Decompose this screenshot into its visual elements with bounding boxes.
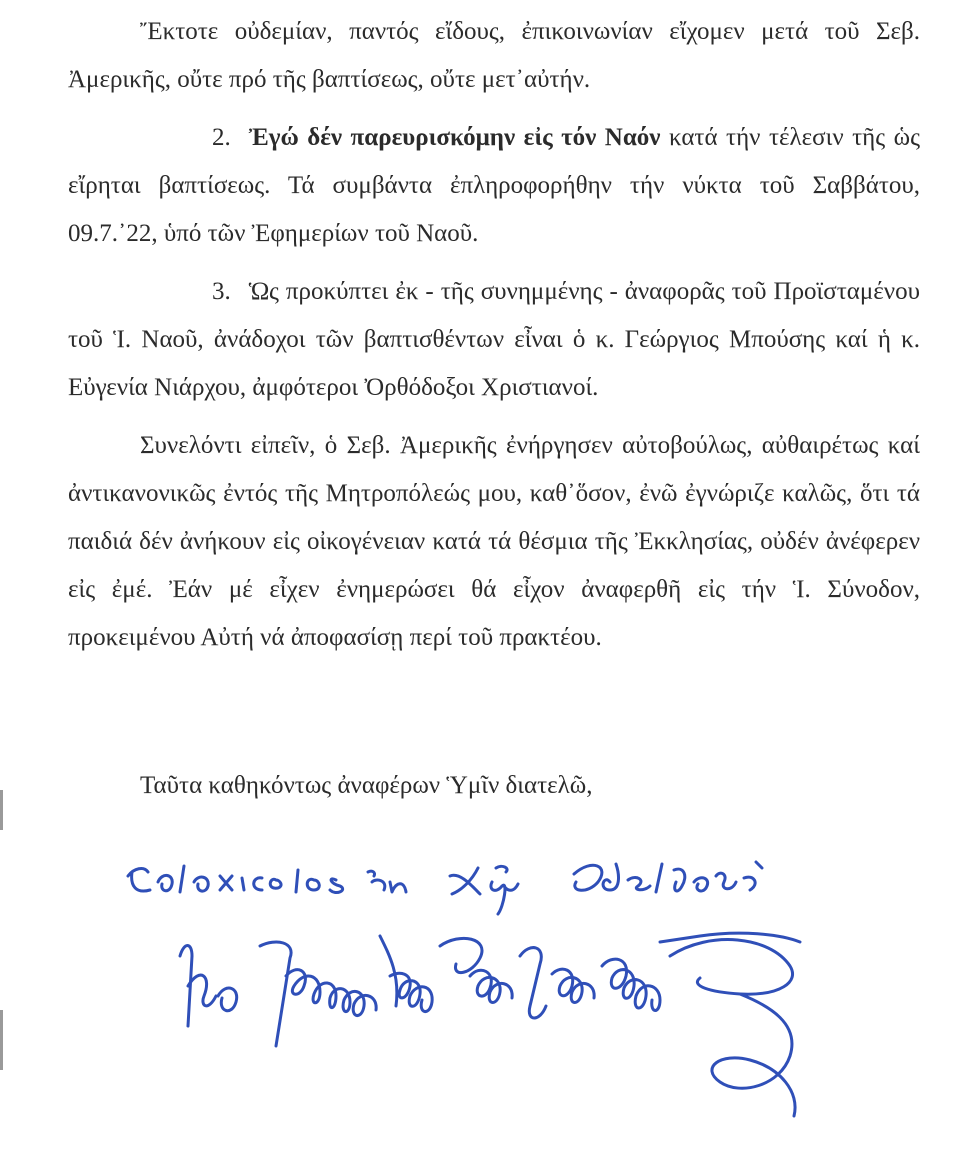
paragraph-3-number: 3. bbox=[212, 278, 231, 305]
paragraph-3-text: Ὡς προκύπτει ἐκ - τῆς συνημμένης - ἀναφορᾶς τοῦ Προϊσταμένου τοῦ Ἱ. Ναοῦ, ἀνάδοχοι τῶν βαπτισθέντων εἶναι ὁ κ. Γεώργιος Μπούσης καί ἡ κ. Εὐγενία Νιάρχου, ἀμφότεροι Ὀρθόδοξοι Χριστιανοί. bbox=[68, 278, 920, 401]
handwritten-signature bbox=[100, 846, 860, 1146]
paragraph-1 bbox=[68, 8, 920, 104]
paragraph-3 bbox=[68, 268, 920, 412]
letter-body bbox=[68, 8, 920, 672]
paragraph-4-text: Συνελόντι εἰπεῖν, ὁ Σεβ. Ἀμερικῆς ἐνήργησεν αὐτοβούλως, αὐθαιρέτως καί ἀντικανονικῶς ἐντός τῆς Μητροπόλεώς μου, καθ᾽ὅσον, ἐνῶ ἐγνώριζε καλῶς, ὅτι τά παιδιά δέν ἀνήκουν εἰς οἰκογένειαν κατά τά θέσμια τῆς Ἐκκλησίας, οὐδέν ἀνέφερεν εἰς ἐμέ. Ἐάν μέ εἶχεν ἐνημερώσει θά εἶχον ἀναφερθῆ εἰς τήν Ἱ. Σύνοδον, προκειμένου Αὐτή νά ἀποφασίσῃ περί τοῦ πρακτέου. bbox=[68, 432, 920, 651]
paragraph-2-bold-text: Ἐγώ δέν παρευρισκόμην εἰς τόν Ναόν bbox=[248, 124, 661, 151]
paragraph-2-number: 2. bbox=[212, 124, 231, 151]
paragraph-4 bbox=[68, 422, 920, 662]
paragraph-1-text: Ἔκτοτε οὐδεμίαν, παντός εἴδους, ἐπικοινωνίαν εἴχομεν μετά τοῦ Σεβ. Ἀμερικῆς, οὔτε πρό τῆς βαπτίσεως, οὔτε μετ᾽αὐτήν. bbox=[68, 18, 920, 93]
scan-edge-mark bbox=[0, 790, 3, 830]
paragraph-2 bbox=[68, 114, 920, 258]
closing-line: Ταῦτα καθηκόντως ἀναφέρων Ὑμῖν διατελῶ, bbox=[140, 772, 593, 799]
paragraph-2-text: κατά τήν τέλεσιν τῆς ὡς εἴρηται βαπτίσεως. Τά συμβάντα ἐπληροφορήθην τήν νύκτα τοῦ Σαββάτου, 09.7.᾽22, ὑπό τῶν Ἐφημερίων τοῦ Ναοῦ. bbox=[68, 124, 920, 247]
scan-edge-mark bbox=[0, 1010, 3, 1070]
